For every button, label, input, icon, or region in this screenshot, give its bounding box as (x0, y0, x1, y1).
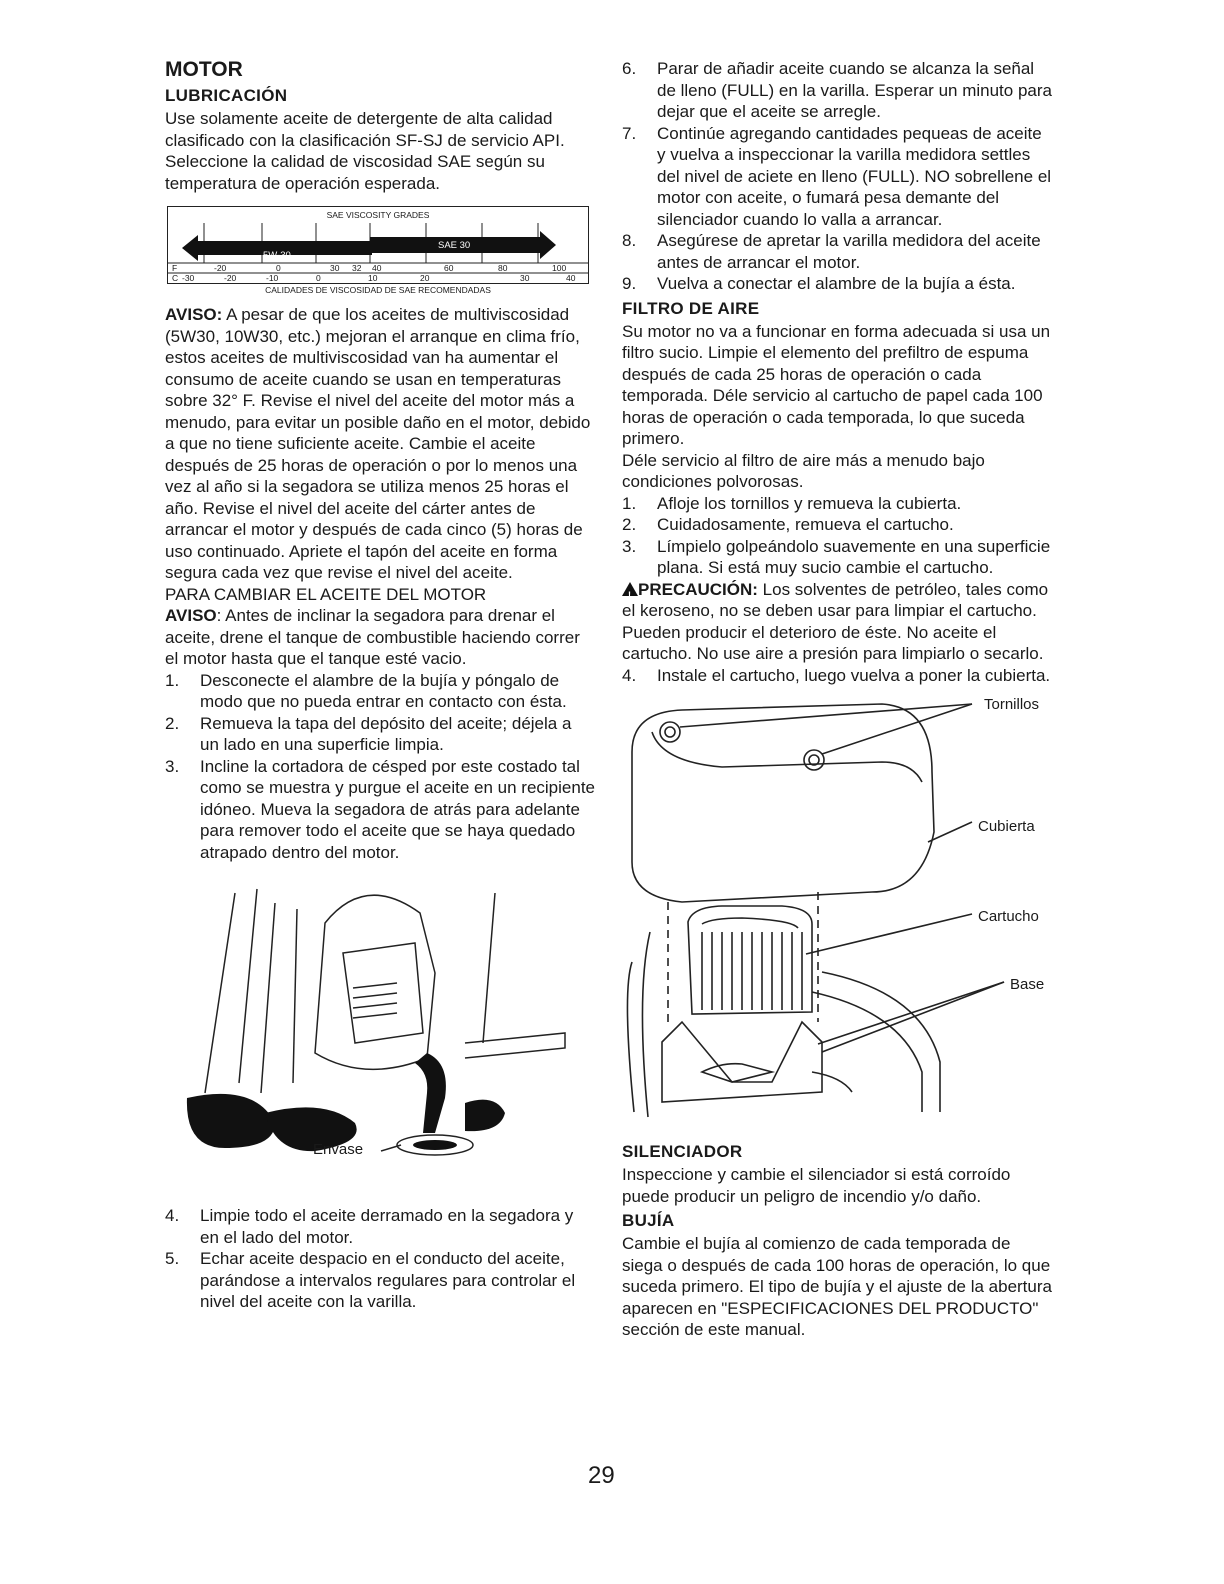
c-tick: 0 (316, 273, 321, 283)
heading-lubrication: LUBRICACIÓN (165, 86, 288, 105)
air-filter-step-4 (622, 665, 1054, 687)
page-number: 29 (588, 1462, 615, 1489)
list-item: 3. Incline la cortadora de césped por este costado tal como se muestra y purgue el aceite en un recipiente idóneo. Mueva la segadora de atrás para adelante para remover todo el aceite que se haya quedado atrapado dentro del motor. (165, 756, 596, 862)
air-filter-body: Su motor no va a funcionar en forma adecuada si usa un filtro sucio. Limpie el elemento del prefiltro de espuma después de cada 25 horas de operación o cada temporada. Déle servicio al cartucho de papel cada 100 horas de operación o cada temporada, lo que suceda primero. (622, 321, 1051, 448)
label-leader (680, 704, 972, 727)
caution-label: PRECAUCIÓN: (638, 579, 758, 599)
label-leader (822, 982, 1004, 1052)
viscosity-chart (167, 206, 589, 295)
oil-change-steps-final (622, 58, 1054, 295)
list-item: 6. Parar de añadir aceite cuando se alcanza la señal de lleno (FULL) en la varilla. Esperar un minuto para dejar que el aceite se arregle. (622, 59, 1052, 121)
chart-title: SAE VISCOSITY GRADES (326, 210, 430, 220)
wheel (187, 1094, 275, 1148)
list-item: 1. Afloje los tornillos y remueva la cubierta. (622, 493, 962, 513)
base-slot (702, 1064, 772, 1082)
grade-high-label: SAE 30 (438, 240, 471, 251)
base-label: Base (1010, 976, 1045, 993)
section-title-motor: MOTOR (165, 58, 243, 81)
c-tick: -20 (224, 273, 237, 283)
list-item: 2. Remueva la tapa del depósito del aceite; déjela a un lado en una superficie limpia. (165, 713, 572, 754)
f-tick: 32 (352, 263, 362, 273)
oil-drain-illustration (165, 883, 585, 1183)
aviso-label: AVISO (165, 606, 217, 625)
c-tick: -10 (266, 273, 279, 283)
aviso-body: : Antes de inclinar la segadora para drenar el aceite, drene el tanque de combustible haciendo correr el motor hasta que el tanque esté vacio. (165, 606, 580, 668)
muffler-body: Inspeccione y cambie el silenciador si está corroído puede producir un peligro de incendio y/o daño. (622, 1165, 1011, 1206)
base-outline (662, 1022, 822, 1102)
list-item: 4. Instale el cartucho, luego vuelva a poner la cubierta. (622, 665, 1051, 685)
cartridge-label: Cartucho (978, 908, 1039, 925)
oil-in-container (413, 1140, 457, 1150)
oil-drain-figure (165, 883, 585, 1183)
change-oil-heading: PARA CAMBIAR EL ACEITE DEL MOTOR (165, 584, 487, 604)
left-column (165, 58, 595, 1313)
cover-label: Cubierta (978, 818, 1035, 835)
c-tick: -30 (182, 273, 195, 283)
heading-muffler: SILENCIADOR (622, 1142, 743, 1161)
c-tick: 30 (520, 273, 530, 283)
heading-air-filter: FILTRO DE AIRE (622, 298, 760, 318)
list-item: 3. Límpielo golpeándolo suavemente en una superficie plana. Si está muy sucio cambie el cartucho. (622, 536, 1051, 577)
list-item: 9. Vuelva a conectar el alambre de la bujía a ésta. (622, 274, 1016, 293)
f-tick: 100 (552, 263, 567, 273)
list-item: 7. Continúe agregando cantidades pequeas de aceite y vuelva a inspeccionar la varilla medidora settles del nivel de aciete en lleno (FULL). NO sobrellene el motor con aceite, o fumará pesa demante del silenciador cuando lo valla a arrancar. (622, 123, 1052, 229)
screws-label: Tornillos (984, 696, 1040, 713)
screw (804, 750, 824, 770)
list-item: 5. Echar aceite despacio en el conducto del aceite, parándose a intervalos regulares para controlar el nivel del aceite con la varilla. (165, 1249, 576, 1311)
aviso-paragraph-2 (165, 605, 595, 670)
grade-low-label: 5W-30 (263, 250, 291, 261)
list-item: 1. Desconecte el alambre de la bujía y póngalo de modo que no pueda entrar en contacto con ésta. (165, 670, 567, 711)
air-filter-figure (622, 692, 1054, 1142)
air-filter-steps (622, 493, 1054, 579)
heading-spark-plug: BUJÍA (622, 1211, 675, 1230)
label-leader (806, 914, 972, 954)
mower-handle-line (239, 889, 257, 1083)
aviso-body: A pesar de que los aceites de multiviscosidad (5W30, 10W30, etc.) mejoran el arranque en clima frío, estos aceites de multiviscosidad van ha aumentar el consumo de aceite cuando se usan en temperaturas sobre 32° F. Revise el nivel del aceite del motor más a menudo, para evitar un posible daño en el motor, debido a que no tiene suficiente aceite. Cambie el aceite después de 25 horas de operación o por lo menos una vez al año si la segadora se utiliza menos 25 horas el año. Revise el nivel del aceite del cárter antes de arrancar el motor y después de cada cinco (5) horas de uso continuado. Apriete el tapón del aceite en forma segura cada vez que revise el nivel del aceite. (165, 305, 591, 582)
mower-handle-line (261, 903, 275, 1093)
engine-cover (343, 943, 423, 1043)
chart-footer: CALIDADES DE VISCOSIDAD DE SAE RECOMENDADAS (265, 285, 491, 295)
f-tick: 30 (330, 263, 340, 273)
f-tick: 60 (444, 263, 454, 273)
oil-stream (415, 1053, 446, 1133)
f-tick: -20 (214, 263, 227, 273)
aviso-paragraph-1 (165, 304, 595, 584)
warning-icon: ! (622, 582, 638, 596)
screw (660, 722, 680, 742)
c-tick: 20 (420, 273, 430, 283)
air-filter-body-2: Déle servicio al filtro de aire más a menudo bajo condiciones polvorosas. (622, 450, 985, 491)
list-item: 8. Asegúrese de apretar la varilla medidora del aceite antes de arrancar el motor. (622, 231, 1041, 272)
oil-change-steps (165, 670, 595, 864)
caution-body: Los solventes de petróleo, tales como el keroseno, no se deben usar para limpiar el cartucho. Pueden producir el deterioro de éste. No aceite el cartucho. No use aire a presión para limpiarlo o secarlo. (622, 579, 1049, 663)
f-tick: 40 (372, 263, 382, 273)
lubrication-body: Use solamente aceite de detergente de alta calidad clasificado con la clasificación SF-SJ de servicio API. Seleccione la calidad de viscosidad SAE según su temperatura de operación esperada. (165, 109, 565, 193)
oil-change-steps-continued (165, 1205, 595, 1313)
cover-outline (632, 704, 934, 902)
wheel (465, 1100, 505, 1132)
right-column (622, 58, 1054, 1341)
f-tick: 80 (498, 263, 508, 273)
container-label: Envase (313, 1141, 364, 1158)
engine-outline (315, 895, 435, 1069)
mower-handle-line (205, 893, 235, 1093)
aviso-label: AVISO: (165, 305, 223, 324)
spark-plug-body: Cambie el bujía al comienzo de cada temporada de siega o después de cada 100 horas de operación, lo que suceda primero. El tipo de bujía y el ajuste de la abertura aparecen en "ESPECIFICACIONES DEL PRODUCTO" sección de este manual. (622, 1234, 1052, 1339)
c-scale-label: C (172, 273, 179, 283)
c-tick: 40 (566, 273, 576, 283)
list-item: 2. Cuidadosamente, remueva el cartucho. (622, 515, 954, 534)
c-tick: 10 (368, 273, 378, 283)
caution-paragraph (622, 579, 1054, 665)
label-leader (822, 704, 972, 754)
f-tick: 0 (276, 263, 281, 273)
f-scale-label: F (172, 263, 178, 273)
list-item: 4. Limpie todo el aceite derramado en la segadora y en el lado del motor. (165, 1206, 574, 1247)
